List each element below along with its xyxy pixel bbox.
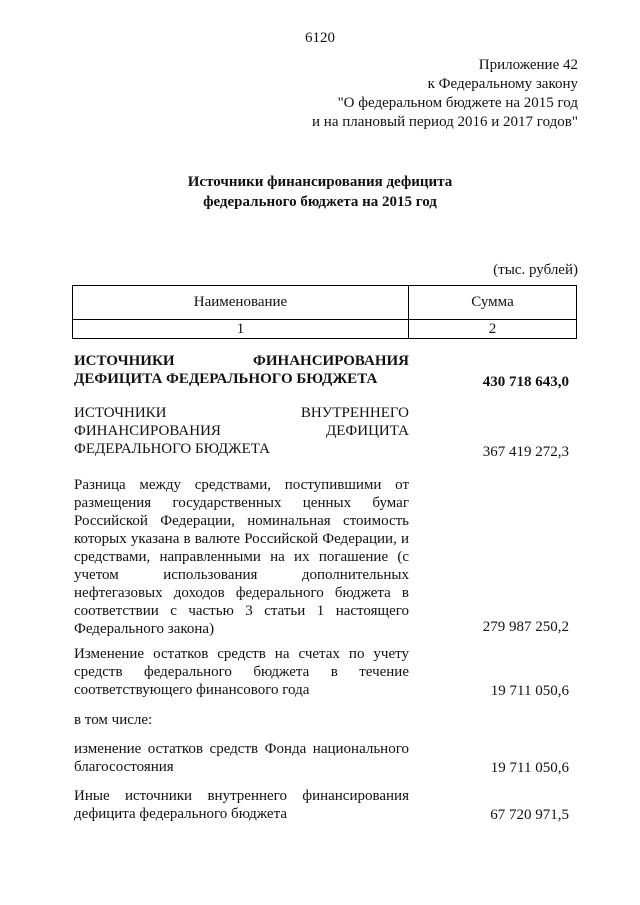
row-amount: 19 711 050,6 [490, 760, 569, 776]
column-header-name: Наименование [73, 286, 409, 320]
title-line-2: федерального бюджета на 2015 год [203, 194, 437, 210]
table-row [74, 404, 579, 458]
row-amount: 430 718 643,0 [482, 374, 569, 390]
units-label: (тыс. рублей) [493, 262, 578, 278]
appendix-line-2: к Федеральному закону [427, 76, 578, 92]
column-number-name: 1 [73, 320, 409, 339]
row-amount: 19 711 050,6 [490, 683, 569, 699]
table-row [74, 352, 579, 388]
row-name: изменение остатков средств Фонда национального благосостояния [74, 741, 409, 775]
table-row [74, 740, 579, 776]
row-name: в том числе: [74, 712, 153, 728]
row-name: ИСТОЧНИКИ ФИНАНСИРОВАНИЯ ДЕФИЦИТА ФЕДЕРАЛЬНОГО БЮДЖЕТА [74, 353, 409, 387]
appendix-line-1: Приложение 42 [478, 57, 578, 73]
table-header [72, 285, 577, 339]
table-row [74, 645, 579, 699]
row-name: Изменение остатков средств на счетах по учету средств федерального бюджета в течение соответствующего финансового года [74, 646, 409, 698]
row-name: ИСТОЧНИКИ ВНУТРЕННЕГО ФИНАНСИРОВАНИЯ ДЕФИЦИТА ФЕДЕРАЛЬНОГО БЮДЖЕТА [74, 405, 409, 457]
title-line-1: Источники финансирования дефицита [187, 174, 453, 190]
column-number-sum: 2 [409, 320, 577, 339]
column-header-sum: Сумма [409, 286, 577, 320]
appendix-line-3: "О федеральном бюджете на 2015 год [337, 95, 578, 111]
appendix-note [248, 56, 578, 132]
row-amount: 367 419 272,3 [482, 444, 569, 460]
table-row [74, 476, 579, 638]
document-title [0, 172, 640, 212]
page-number: 6120 [305, 30, 335, 46]
table-row [74, 711, 579, 729]
row-name: Иные источники внутреннего финансирования дефицита федерального бюджета [74, 788, 409, 822]
row-amount: 279 987 250,2 [482, 619, 569, 635]
appendix-line-4: и на плановый период 2016 и 2017 годов" [312, 114, 578, 130]
row-amount: 67 720 971,5 [490, 807, 569, 823]
row-name: Разница между средствами, поступившими от размещения государственных ценных бумаг Российской Федерации, номинальная стоимость которых указана в валюте Российской Федерации, и средствами, направленными на их погашение (с учетом использования дополнительных нефтегазовых доходов федерального бюджета в соответствии с частью 3 статьи 1 настоящего Федерального закона) [74, 477, 409, 637]
table-row [74, 787, 579, 823]
